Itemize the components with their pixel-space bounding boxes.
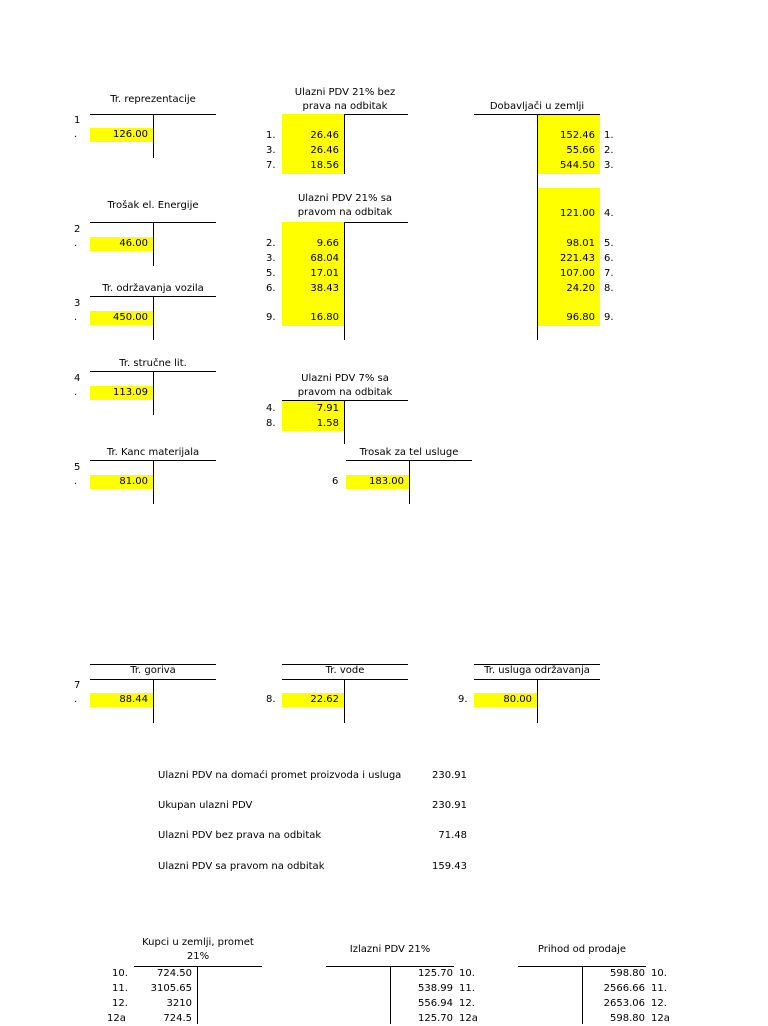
account-title: Tr. vode — [325, 665, 365, 676]
row-ref-dot: . — [74, 387, 78, 398]
row-ref: 10. — [651, 968, 667, 979]
row-ref: 12. — [459, 998, 475, 1009]
t-account-divider — [153, 371, 154, 415]
credit-value: 544.50 — [560, 160, 595, 171]
debit-value: 26.46 — [310, 145, 339, 156]
row-ref: 10. — [112, 968, 128, 979]
row-ref: 12a — [107, 1013, 126, 1024]
account-title: Tr. stručne lit. — [119, 358, 187, 369]
credit-value: 55.66 — [566, 145, 595, 156]
debit-value: 18.56 — [310, 160, 339, 171]
row-ref: 5. — [604, 238, 614, 249]
row-ref: 3. — [266, 253, 276, 264]
row-ref: 2. — [604, 145, 614, 156]
account-title: Tr. usluga održavanja — [484, 665, 590, 676]
summary-label: Ulazni PDV sa pravom na odbitak — [158, 861, 325, 872]
row-ref: 7 — [74, 680, 81, 691]
row-ref: 2 — [74, 224, 81, 235]
row-ref-dot: . — [74, 694, 78, 705]
t-account-divider — [344, 114, 345, 174]
debit-value: 16.80 — [310, 312, 339, 323]
t-account-divider — [153, 460, 154, 504]
t-account-divider — [153, 222, 154, 266]
credit-value: 152.46 — [560, 130, 595, 141]
account-title-line2: 21% — [186, 951, 210, 962]
summary-label: Ukupan ulazni PDV — [158, 800, 253, 811]
account-title-line2: prava na odbitak — [302, 101, 388, 112]
row-ref: 1 — [74, 115, 81, 126]
row-ref-dot: . — [74, 238, 78, 249]
t-account-divider — [153, 679, 154, 723]
credit-value: 598.80 — [610, 968, 645, 979]
row-ref: 11. — [459, 983, 475, 994]
credit-value: 538.99 — [418, 983, 453, 994]
row-ref: 6. — [604, 253, 614, 264]
row-ref: 7. — [604, 268, 614, 279]
account-title: Tr. Kanc materijala — [106, 447, 200, 458]
row-ref: 1. — [266, 130, 276, 141]
account-title: Izlazni PDV 21% — [349, 944, 431, 955]
row-ref: 4. — [604, 208, 614, 219]
debit-value: 183.00 — [346, 475, 409, 489]
debit-value: 7.91 — [316, 403, 339, 414]
credit-value: 125.70 — [418, 968, 453, 979]
account-title-line1: Ulazni PDV 21% bez — [294, 87, 396, 98]
row-ref: 2. — [266, 238, 276, 249]
summary-value: 230.91 — [432, 800, 467, 811]
t-account-divider — [344, 679, 345, 723]
row-ref: 3. — [604, 160, 614, 171]
account-title-line2: pravom na odbitak — [297, 387, 393, 398]
debit-value: 724.50 — [157, 968, 192, 979]
credit-value: 556.94 — [418, 998, 453, 1009]
debit-value: 80.00 — [474, 693, 537, 707]
row-ref: 12. — [112, 998, 128, 1009]
row-ref: 10. — [459, 968, 475, 979]
t-account-divider — [409, 460, 410, 504]
account-title-line1: Kupci u zemlji, promet — [142, 937, 254, 948]
t-account-divider — [344, 222, 345, 340]
row-ref-dot: . — [74, 312, 78, 323]
credit-value: 598.80 — [610, 1013, 645, 1024]
t-account-divider — [153, 114, 154, 158]
credit-value: 2566.66 — [603, 983, 645, 994]
row-ref: 12a — [459, 1013, 478, 1024]
t-account-divider — [537, 679, 538, 723]
row-ref: 6. — [266, 283, 276, 294]
row-ref-dot: . — [74, 129, 78, 140]
debit-value: 126.00 — [90, 128, 153, 142]
row-ref: 3 — [74, 298, 81, 309]
summary-label: Ulazni PDV bez prava na odbitak — [158, 830, 322, 841]
row-ref: 8. — [266, 418, 276, 429]
row-ref: 5. — [266, 268, 276, 279]
debit-value: 724.5 — [163, 1013, 192, 1024]
summary-value: 159.43 — [432, 861, 467, 872]
debit-value: 17.01 — [310, 268, 339, 279]
row-ref: 12a — [651, 1013, 670, 1024]
debit-value: 3105.65 — [150, 983, 192, 994]
debit-value: 3210 — [166, 998, 192, 1009]
account-title: Tr. reprezentacije — [110, 94, 196, 105]
summary-value: 230.91 — [432, 770, 467, 781]
row-ref: 8. — [266, 694, 276, 705]
debit-value: 450.00 — [90, 311, 153, 325]
debit-value: 68.04 — [310, 253, 339, 264]
row-ref: 5 — [74, 462, 81, 473]
account-title-line1: Ulazni PDV 21% sa — [297, 193, 393, 204]
debit-value: 1.58 — [316, 418, 339, 429]
row-ref: 7. — [266, 160, 276, 171]
debit-value: 22.62 — [282, 693, 344, 707]
debit-value: 26.46 — [310, 130, 339, 141]
credit-value: 107.00 — [560, 268, 595, 279]
t-account-top-line — [282, 679, 408, 680]
row-ref: 12. — [651, 998, 667, 1009]
row-ref: 4 — [74, 373, 81, 384]
row-ref: 11. — [651, 983, 667, 994]
row-ref: 9. — [266, 312, 276, 323]
t-account-divider — [344, 400, 345, 444]
account-title-line1: Ulazni PDV 7% sa — [301, 373, 389, 384]
t-account-divider — [153, 296, 154, 340]
debit-value: 9.66 — [316, 238, 339, 249]
credit-value: 96.80 — [566, 312, 595, 323]
row-ref: 8. — [604, 283, 614, 294]
row-ref: 9. — [458, 694, 468, 705]
row-ref: 3. — [266, 145, 276, 156]
row-ref: 6 — [332, 476, 339, 487]
row-ref: 9. — [604, 312, 614, 323]
account-title-line2: pravom na odbitak — [297, 207, 393, 218]
account-title: Tr. goriva — [130, 665, 176, 676]
account-title: Trošak el. Energije — [107, 200, 199, 211]
debit-value: 46.00 — [90, 237, 153, 251]
credit-value: 221.43 — [560, 253, 595, 264]
credit-value: 24.20 — [566, 283, 595, 294]
account-title: Tr. održavanja vozila — [102, 283, 204, 294]
account-title: Trosak za tel usluge — [359, 447, 459, 458]
row-ref: 11. — [112, 983, 128, 994]
debit-value: 81.00 — [90, 475, 153, 489]
credit-value: 98.01 — [566, 238, 595, 249]
debit-value: 113.09 — [90, 386, 153, 400]
credit-value: 125.70 — [418, 1013, 453, 1024]
debit-value: 88.44 — [90, 693, 153, 707]
debit-value: 38.43 — [310, 283, 339, 294]
account-title: Prihod od prodaje — [537, 944, 627, 955]
account-title: Dobavljači u zemlji — [489, 101, 585, 112]
row-ref: 4. — [266, 403, 276, 414]
t-account-divider — [197, 966, 198, 1024]
summary-value: 71.48 — [438, 830, 467, 841]
credit-value: 121.00 — [560, 208, 595, 219]
summary-label: Ulazni PDV na domaći promet proizvoda i usluga — [158, 770, 402, 781]
row-ref-dot: . — [74, 476, 78, 487]
row-ref: 1. — [604, 130, 614, 141]
credit-value: 2653.06 — [603, 998, 645, 1009]
